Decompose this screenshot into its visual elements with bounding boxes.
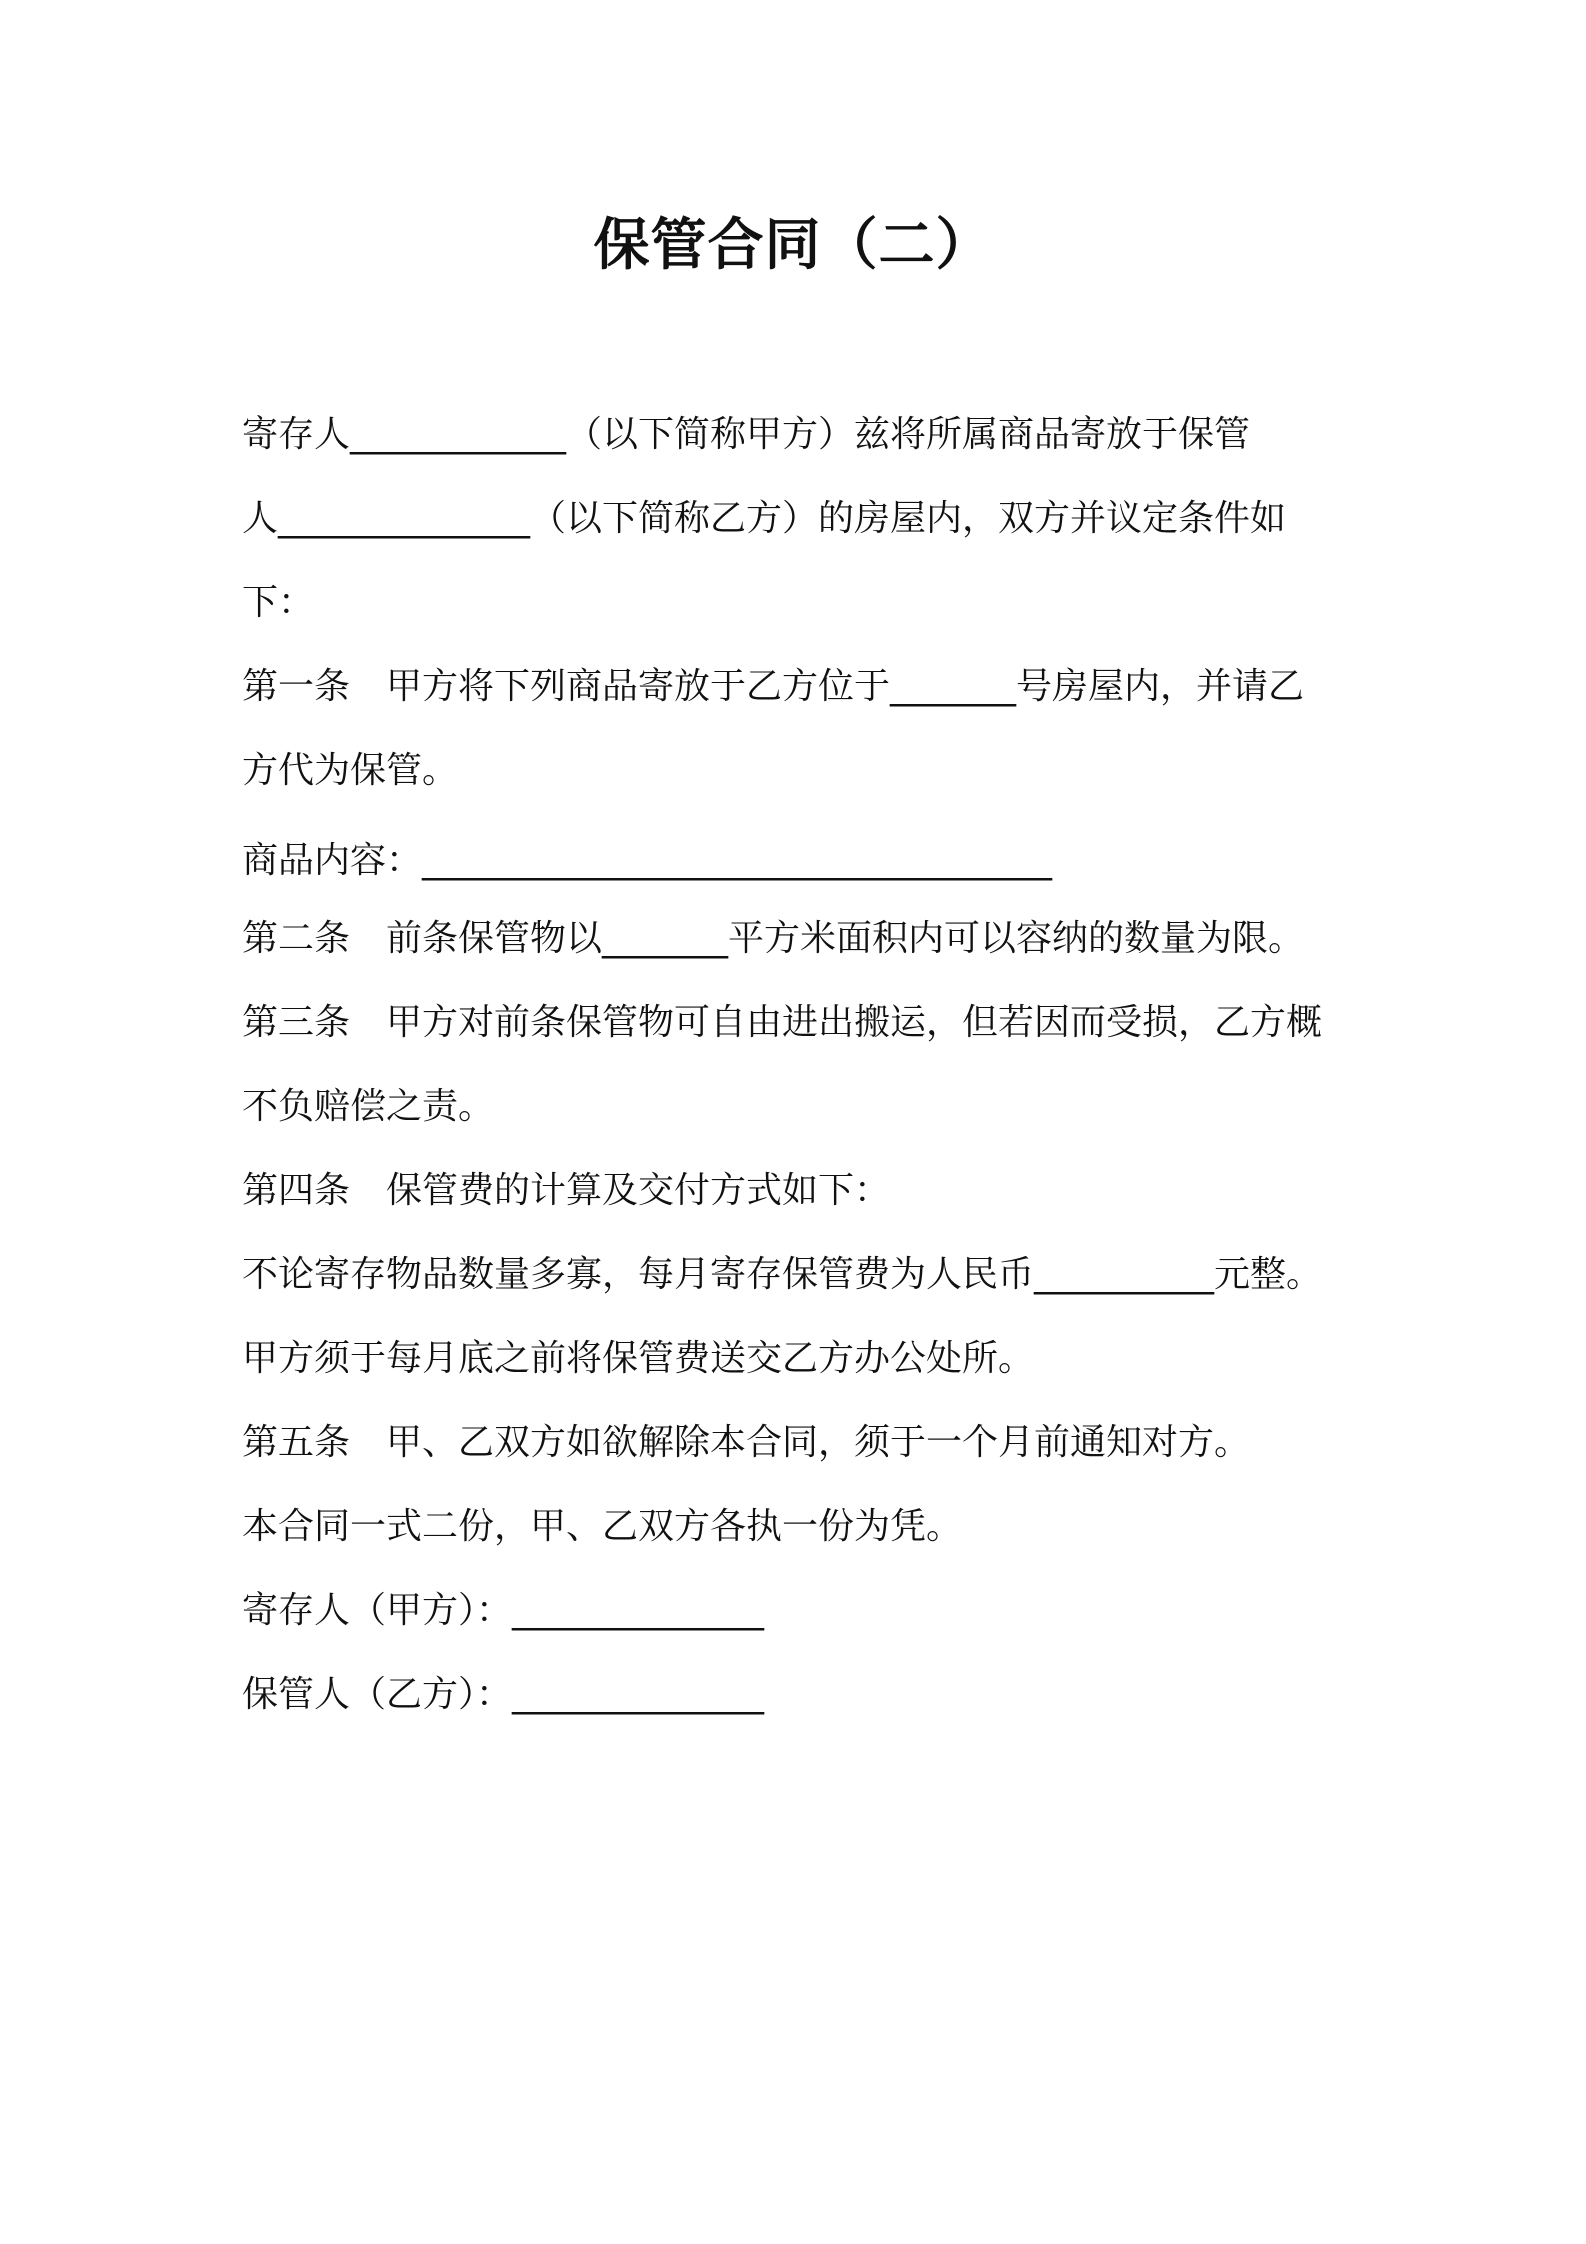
document-title: 保管合同（二） bbox=[593, 213, 993, 278]
article-1-line-1: 第一条 甲方将下列商品寄放于乙方位于_______号房屋内，并请乙 bbox=[242, 666, 1305, 707]
fee-line-2: 甲方须于每月底之前将保管费送交乙方办公处所。 bbox=[242, 1338, 1035, 1379]
copies-line: 本合同一式二份，甲、乙双方各执一份为凭。 bbox=[242, 1506, 963, 1547]
article-1-line-2: 方代为保管。 bbox=[242, 750, 459, 791]
article-5-line: 第五条 甲、乙双方如欲解除本合同，须于一个月前通知对方。 bbox=[242, 1422, 1251, 1463]
article-4-line: 第四条 保管费的计算及交付方式如下： bbox=[242, 1170, 891, 1211]
article-2-line: 第二条 前条保管物以_______平方米面积内可以容纳的数量为限。 bbox=[242, 918, 1305, 959]
article-3-line-2: 不负赔偿之责。 bbox=[242, 1086, 495, 1127]
article-3-line-1: 第三条 甲方对前条保管物可自由进出搬运，但若因而受损，乙方概 bbox=[242, 1002, 1323, 1043]
signature-party-b: 保管人（乙方）：______________ bbox=[242, 1674, 765, 1715]
fee-line-1: 不论寄存物品数量多寡，每月寄存保管费为人民币__________元整。 bbox=[242, 1254, 1323, 1295]
paragraph-intro-line-1: 寄存人____________（以下简称甲方）兹将所属商品寄放于保管 bbox=[242, 414, 1251, 455]
paragraph-intro-line-3: 下： bbox=[242, 582, 315, 623]
goods-content-line: 商品内容：___________________________________ bbox=[242, 840, 1053, 881]
paragraph-intro-line-2: 人______________（以下简称乙方）的房屋内，双方并议定条件如 bbox=[242, 498, 1287, 539]
signature-party-a: 寄存人（甲方）：______________ bbox=[242, 1590, 765, 1631]
